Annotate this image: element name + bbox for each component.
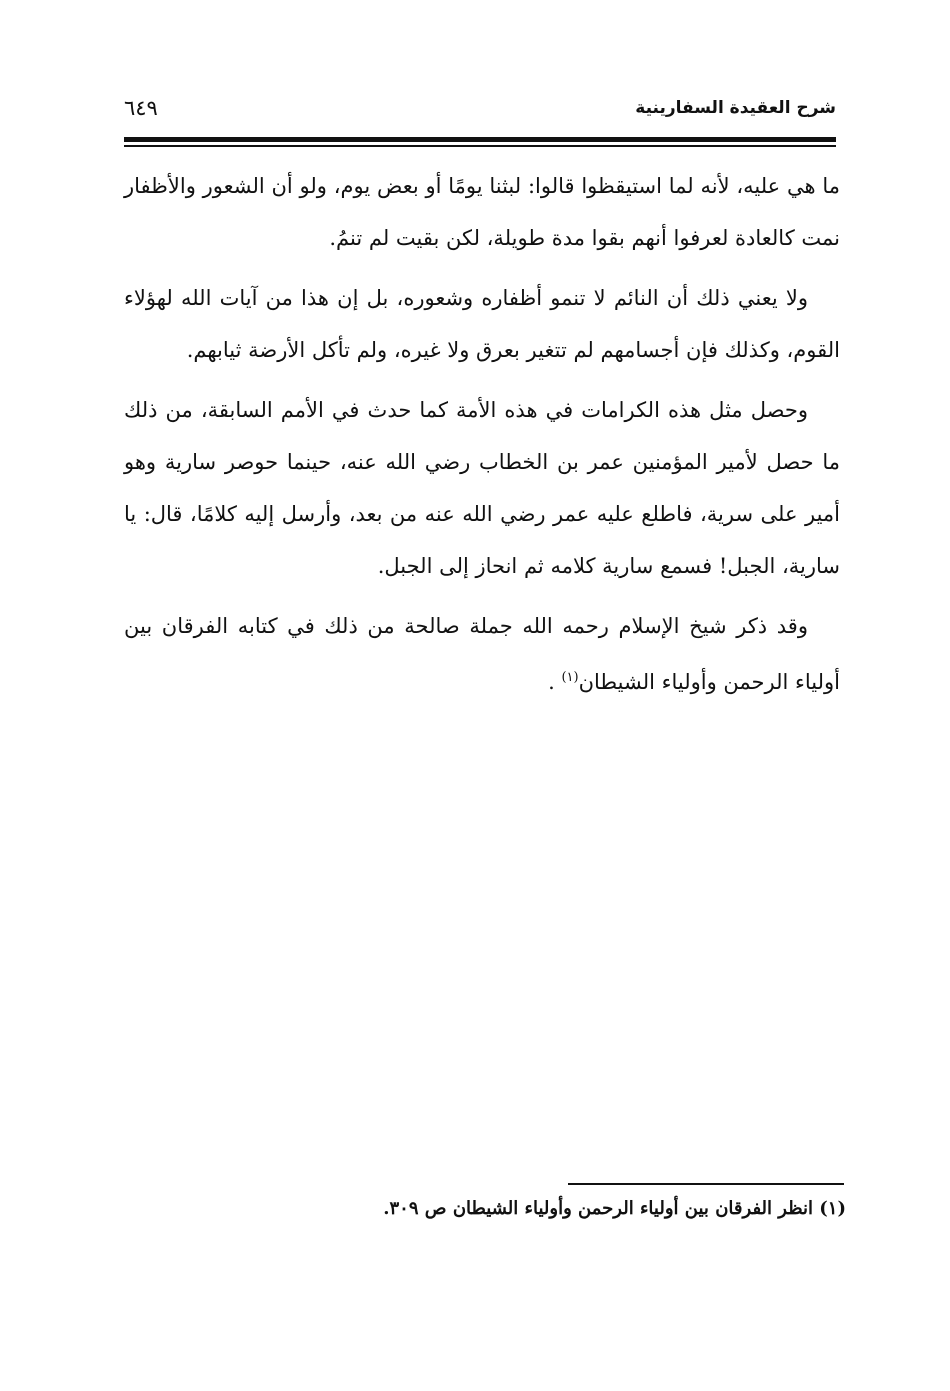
body-text: [124, 160, 840, 716]
footnote: (١) انظر الفرقان بين أولياء الرحمن وأولياء الشيطان ص ٣٠٩.: [383, 1198, 846, 1219]
paragraph-2: ولا يعني ذلك أن النائم لا تنمو أظفاره وشعوره، بل إن هذا من آيات الله لهؤلاء القوم، وكذلك فإن أجسامهم لم تتغير بعرق ولا غيره، ولم تأكل الأرضة ثيابهم.: [124, 286, 840, 362]
running-title: شرح العقيدة السفارينية: [635, 98, 836, 118]
paragraph-1: ما هي عليه، لأنه لما استيقظوا قالوا: لبثنا يومًا أو بعض يوم، ولو أن الشعور والأظفار نمت كالعادة لعرفوا أنهم بقوا مدة طويلة، لكن بقيت لم تنمُ.: [124, 174, 840, 250]
header-rule-thick: [124, 137, 836, 142]
paragraph-3: وحصل مثل هذه الكرامات في هذه الأمة كما حدث في الأمم السابقة، من ذلك ما حصل لأمير المؤمنين عمر بن الخطاب رضي الله عنه، حينما حوصر سارية وهو أمير على سرية، فاطلع عليه عمر رضي الله عنه من بعد، وأرسل إليه كلامًا، قال: يا سارية، الجبل! فسمع سارية كلامه ثم انحاز إلى الجبل.: [124, 398, 840, 578]
footnote-reference: (١): [561, 670, 579, 685]
paragraph-4: [124, 600, 840, 708]
closing-period: .: [548, 670, 555, 694]
page-number: ٦٤٩: [124, 96, 158, 120]
footnote-separator: [568, 1183, 844, 1185]
paragraph-4-text: وقد ذكر شيخ الإسلام رحمه الله جملة صالحة من ذلك في كتابه الفرقان بين أولياء الرحمن وأولياء الشيطان: [124, 614, 840, 694]
page-header: [124, 96, 836, 128]
header-rule-thin: [124, 145, 836, 147]
